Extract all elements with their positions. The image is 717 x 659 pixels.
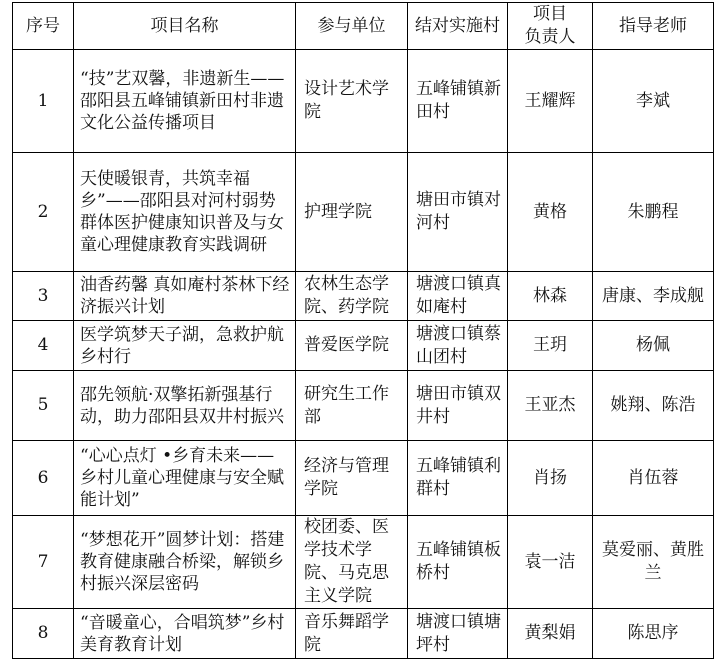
cell-leader: 林森 — [508, 272, 593, 321]
cell-seq: 7 — [13, 516, 74, 609]
table-row — [13, 609, 714, 659]
table-row — [13, 516, 714, 609]
cell-project: “心心点灯 •乡育未来——乡村儿童心理健康与安全赋能计划” — [74, 441, 296, 516]
cell-advisor: 杨佩 — [593, 321, 714, 371]
cell-seq: 6 — [13, 441, 74, 516]
header-advisor: 指导老师 — [593, 3, 714, 50]
cell-village: 塘田市镇对河村 — [408, 153, 508, 272]
cell-village: 塘田市镇双井村 — [408, 371, 508, 441]
cell-village: 五峰铺镇新田村 — [408, 50, 508, 153]
header-row — [13, 3, 714, 50]
cell-leader: 袁一洁 — [508, 516, 593, 609]
cell-unit: 护理学院 — [296, 153, 408, 272]
cell-unit: 普爱医学院 — [296, 321, 408, 371]
cell-unit: 音乐舞蹈学院 — [296, 609, 408, 659]
header-leader — [508, 3, 593, 50]
table-row — [13, 371, 714, 441]
cell-village: 塘渡口镇塘坪村 — [408, 609, 508, 659]
table-row — [13, 272, 714, 321]
cell-village: 塘渡口镇蔡山团村 — [408, 321, 508, 371]
cell-project: 医学筑梦天子湖，急救护航乡村行 — [74, 321, 296, 371]
table-row — [13, 441, 714, 516]
cell-village: 五峰铺镇利群村 — [408, 441, 508, 516]
cell-advisor: 陈思序 — [593, 609, 714, 659]
cell-advisor: 李斌 — [593, 50, 714, 153]
table-row — [13, 321, 714, 371]
cell-project: 油香药馨 真如庵村茶林下经济振兴计划 — [74, 272, 296, 321]
cell-advisor: 肖伍蓉 — [593, 441, 714, 516]
cell-seq: 1 — [13, 50, 74, 153]
projects-table — [12, 2, 714, 659]
cell-seq: 5 — [13, 371, 74, 441]
cell-seq: 4 — [13, 321, 74, 371]
cell-leader: 黄梨娟 — [508, 609, 593, 659]
header-leader-line1: 项目 — [533, 4, 567, 24]
cell-unit: 农林生态学院、药学院 — [296, 272, 408, 321]
header-leader-line2: 负责人 — [524, 27, 576, 47]
cell-advisor: 姚翔、陈浩 — [593, 371, 714, 441]
cell-village: 五峰铺镇板桥村 — [408, 516, 508, 609]
header-seq: 序号 — [13, 3, 74, 50]
cell-project: 天使暖银青，共筑幸福乡”——邵阳县对河村弱势群体医护健康知识普及与女童心理健康教育实践调研 — [74, 153, 296, 272]
table-row — [13, 153, 714, 272]
cell-leader: 肖扬 — [508, 441, 593, 516]
cell-project: 邵先领航·双擎拓新强基行动，助力邵阳县双井村振兴 — [74, 371, 296, 441]
cell-unit: 设计艺术学院 — [296, 50, 408, 153]
cell-unit: 研究生工作部 — [296, 371, 408, 441]
cell-project: “梦想花开”圆梦计划：搭建教育健康融合桥梁，解锁乡村振兴深层密码 — [74, 516, 296, 609]
cell-leader: 王亚杰 — [508, 371, 593, 441]
cell-seq: 8 — [13, 609, 74, 659]
cell-leader: 王玥 — [508, 321, 593, 371]
cell-unit: 校团委、医学技术学院、马克思主义学院 — [296, 516, 408, 609]
cell-project: “音暖童心，合唱筑梦”乡村美育教育计划 — [74, 609, 296, 659]
header-village: 结对实施村 — [408, 3, 508, 50]
header-unit: 参与单位 — [296, 3, 408, 50]
cell-village: 塘渡口镇真如庵村 — [408, 272, 508, 321]
cell-seq: 3 — [13, 272, 74, 321]
cell-advisor: 唐康、李成舰 — [593, 272, 714, 321]
cell-seq: 2 — [13, 153, 74, 272]
cell-leader: 王耀辉 — [508, 50, 593, 153]
cell-advisor: 莫爱丽、黄胜兰 — [593, 516, 714, 609]
cell-advisor: 朱鹏程 — [593, 153, 714, 272]
cell-project: “技”艺双馨，非遗新生——邵阳县五峰铺镇新田村非遗文化公益传播项目 — [74, 50, 296, 153]
header-project: 项目名称 — [74, 3, 296, 50]
cell-unit: 经济与管理学院 — [296, 441, 408, 516]
table-row — [13, 50, 714, 153]
cell-leader: 黄格 — [508, 153, 593, 272]
